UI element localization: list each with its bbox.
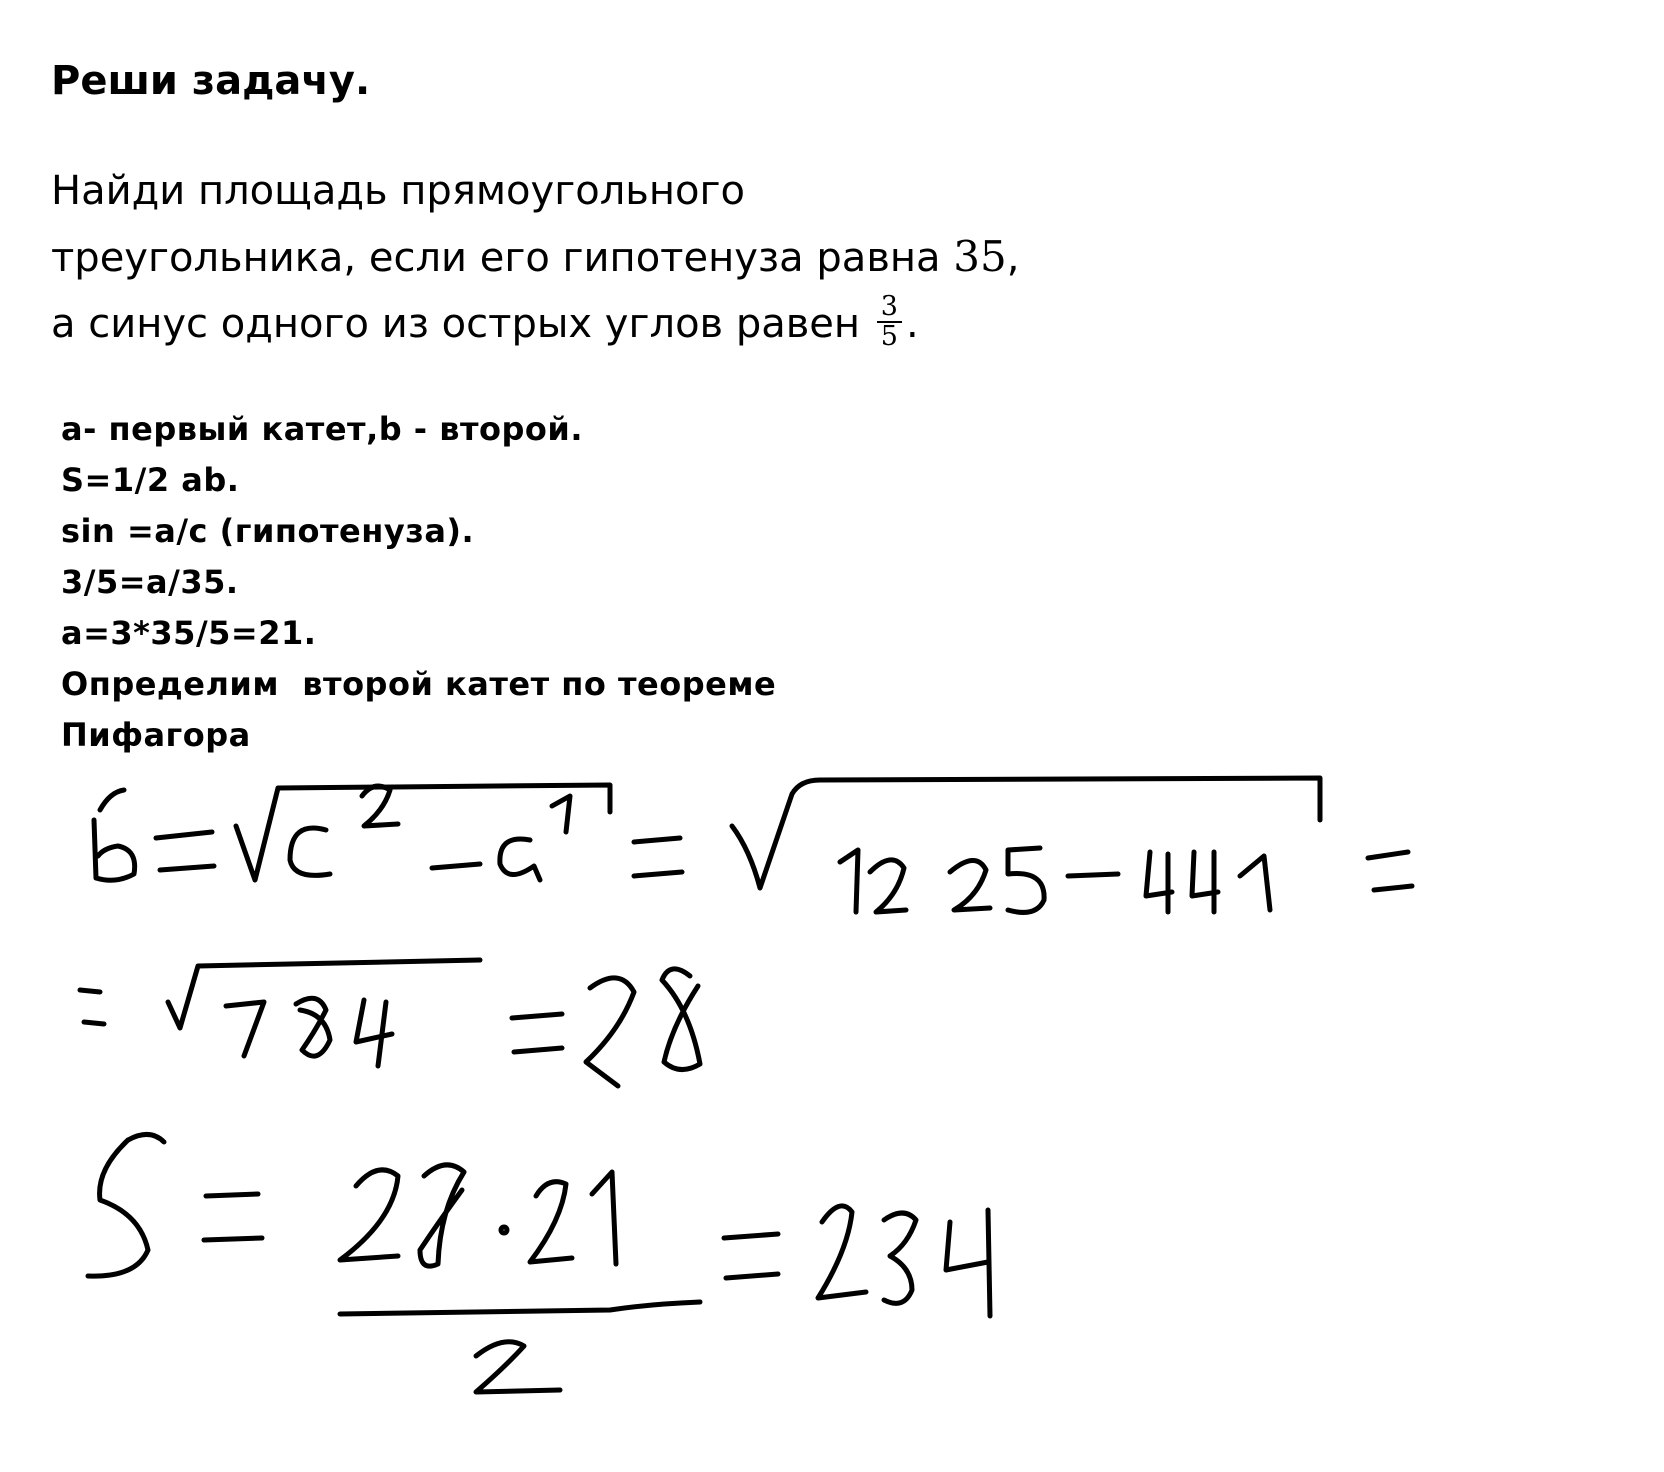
solution-line: Пифагора	[61, 716, 251, 754]
problem-line-2: треугольника, если его гипотенуза равна	[51, 235, 954, 281]
problem-line-3: а синус одного из острых углов равен	[51, 301, 873, 347]
sine-numerator: 3	[880, 291, 898, 322]
hypotenuse-value: 35	[953, 232, 1007, 281]
solution-line: 3/5=a/35.	[61, 563, 239, 601]
handwritten-line-3	[88, 1134, 990, 1392]
solution-line: sin =a/c (гипотенуза).	[61, 512, 475, 550]
solution-line: Определим второй катет по теореме	[61, 665, 777, 703]
problem-line-1: Найди площадь прямоугольного	[51, 168, 745, 214]
handwritten-line-1	[94, 778, 1412, 912]
task-heading: Реши задачу.	[51, 58, 371, 104]
solution-line: a- первый катет,b - второй.	[61, 410, 583, 448]
solution-line: S=1/2 ab.	[61, 461, 240, 499]
solution-line: a=3*35/5=21.	[61, 614, 317, 652]
problem-statement: Найди площадь прямоугольного треугольника, если его гипотенуза равна 35, а синус одного из острых углов равен $\frac{3}{5}$ .	[51, 168, 1020, 352]
handwritten-line-2	[80, 960, 700, 1086]
sine-denominator: 5	[877, 321, 902, 351]
